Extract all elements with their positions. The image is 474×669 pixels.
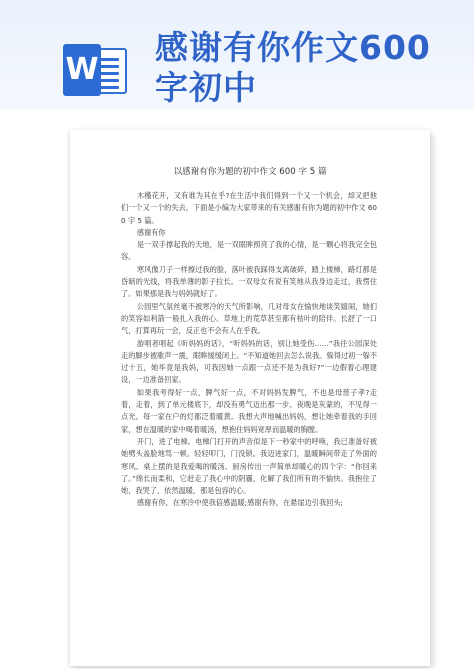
paragraph: 公园里气氛丝毫不被寒冷的天气所影响，几对母女在愉快地谈笑嬉闹，她们的笑容如利箭一般扎入我的心。草地上的荒草甚至都有枯叶的陪伴。长舒了一口气，打算再玩一会，反正也不会有人在乎我。 (121, 301, 377, 336)
essay-title: 以感谢有你为题的初中作文 600 字 5 篇 (173, 167, 327, 177)
paragraph: 游唱者唱起《听妈妈的话》，“听妈妈的话，别让她受伤……”我往公园深处走的脚步被歌声一震，眼眸缓缓闭上。“不知道她回去怎么说我。躲得过初一躲不过十五，她毕竟是我妈，可我因她一点跟一点还不是为我好?”一边假着心理建设，一边准备回家。 (121, 338, 377, 385)
essay-body (121, 190, 377, 510)
page-title: 感谢有你作文600字初中 (155, 28, 431, 107)
paragraph: 开门，进了电梯。电梯门打开的声音似是下一秒家中的呼唤，我已准备好被她劈头盖脸地骂一顿。轻轻叩门，门没锁。我迈进家门，温暖瞬间带走了外面的寒风。桌上摆的是我爱喝的暖汤。厨房传出一声简单却暖心的四个字：“你回来了。”绵长而柔和，它赶走了我心中的阴霾，化解了我们所有的不愉快。我抱住了她，我哭了，依然温暖，那是包容的心。 (121, 436, 377, 496)
paragraph: 感谢有你，在寒冷中使我倍感温暖;感谢有你，在悬崖边引我回头; (136, 498, 343, 508)
word-icon (63, 44, 129, 96)
document-page (70, 130, 430, 666)
paragraph: 木槿花开，又有谁为其在乎?在生活中我们得到一个又一个机会，却又把他们一个又一个的失去，下面是小编为大家带来的有关感谢有你为题的初中作文 600 字 5 篇。 (121, 191, 377, 225)
word-letter-badge: W (63, 44, 101, 96)
paragraph: 寒风像刀子一样擦过我的脸，落叶被我踩得支离破碎，踏上楼梯，路灯都是昏暗的光线，将我单薄的影子拉长。一双母女有说有笑地从我身边走过，我愣住了。如果那是我与妈妈就好了。 (121, 264, 377, 299)
header-banner (0, 0, 474, 110)
paragraph: 感谢有你 (136, 227, 166, 237)
paragraph: 如果我考得好一点，脾气好一点，不对妈妈发脾气，不也是母慈子孝?走着，走着，到了单元楼底下，却没有勇气迈出那一步。夜晚是灰蒙的，不见得一点光。每一家在户的灯都泛着暖黄。我想大声地喊出妈妈，想让她牵着我的手回家，想在温暖的家中喝着暖汤，想抱住妈妈宽厚而温暖的胸膛。 (121, 387, 377, 434)
paragraph: 是一双手撑起我的天地，是一双眼眸照亮了我的心情，是一颗心将我完全包容。 (121, 240, 377, 262)
